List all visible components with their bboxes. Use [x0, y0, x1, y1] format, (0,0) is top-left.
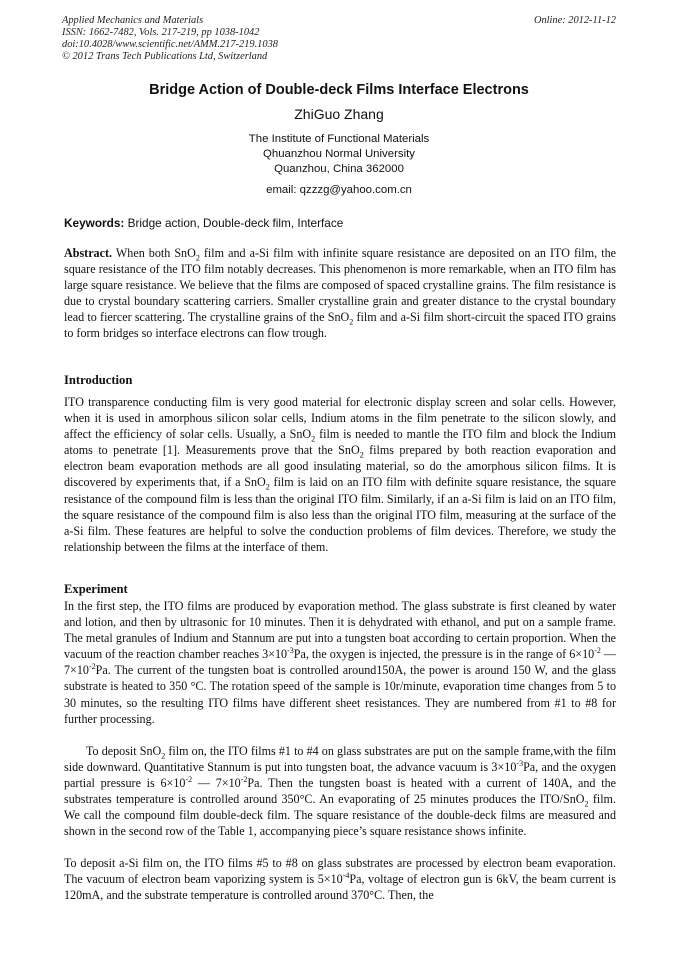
text-run: film and a-Si film with infinite square resistance are deposited on an ITO film, the square resistance of the ITO film notably decreases. This phenomenon is more remarkable, when an ITO film has large square resistance. We believe that the films are composed of spaced crystalline grains. The film resistance is due to crystal boundary scattering carriers. Smaller crystalline grain and greater distance to the crystal boundary lead to fiercer scattering. The crystalline grains of the SnO	[64, 246, 616, 325]
text-run: film and a-Si film short-circuit the spaced ITO grains to form bridges so interface electrons can flow trough.	[64, 310, 616, 341]
text-run: ITO transparence conducting film is very good material for electronic display screen and solar cells. However, when it is used in amorphous silicon solar cells, Indium atoms in the film penetrate to the silicon slowly, and affect the efficiency of solar cells. Usually, a SnO	[64, 395, 616, 442]
journal-name: Applied Mechanics and Materials	[62, 15, 204, 26]
affiliation-line: Qhuanzhou Normal University	[263, 148, 415, 160]
experiment-paragraph-2	[64, 743, 616, 840]
issn-line: ISSN: 1662-7482, Vols. 217-219, pp 1038-1042	[62, 27, 260, 38]
paper-title: Bridge Action of Double-deck Films Interface Electrons	[149, 82, 529, 98]
affiliation	[0, 132, 678, 177]
text-run: film. We call the compound film double-deck film. The square resistance of the double-deck films are measured and shown in the second row of the Table 1, accompanying piece’s square resistance shows infinite.	[64, 792, 616, 839]
author-name: ZhiGuo Zhang	[294, 106, 384, 122]
text-run: Pa. The current of the tungsten boat is controlled around150A, the power is around 150 W, and the glass substrate is heated to 350 °C. The rotation speed of the sample is 10r/minute, evaporation time changes from 5 to 30 minutes, so the resulting ITO films have different sheet resistances. They are numbered from #1 to #8 for further processing.	[64, 663, 616, 726]
text-run: Pa, and the oxygen partial pressure is 6×10	[64, 760, 617, 791]
text-run: — 7×10	[192, 776, 241, 791]
subscript: 2	[311, 434, 316, 444]
superscript: -2	[240, 775, 248, 785]
affiliation-line: Quanzhou, China 362000	[274, 163, 404, 175]
superscript: -4	[342, 871, 350, 881]
text-run: To deposit SnO	[86, 744, 162, 758]
text-run: To deposit a-Si film on, the ITO films #5 to #8 on glass substrates are processed by electron beam evaporation. The vacuum of electron beam vaporizing system is 5×10	[64, 856, 616, 887]
online-date: Online: 2012-11-12	[533, 15, 616, 26]
keywords	[64, 216, 616, 230]
subscript: 2	[195, 253, 200, 263]
doi-line: doi:10.4028/www.scientific.net/AMM.217-219.1038	[62, 39, 278, 50]
subscript: 2	[584, 799, 589, 809]
text-run: — 7×10	[64, 647, 617, 678]
superscript: -3	[287, 646, 294, 656]
text-run: film is laid on an ITO film with definite square resistance, the square resistance of the compound film is less than the original ITO film. Similarly, if an a-Si film is laid on an ITO film, the square resistance of the compound film is also less than the original ITO film, measuring at the surface of the a-Si film. These features are helpful to solve the conduction problems of film devices. Therefore, we study the relationship between the films at the interface of them.	[64, 475, 616, 554]
text-run: film is needed to mantle the ITO film and block the Indium atoms to penetrate [1]. Measurements prove that the SnO	[64, 427, 616, 458]
text-run: When both SnO	[112, 246, 196, 260]
subscript: 2	[359, 450, 364, 460]
abstract-label: Abstract.	[64, 246, 113, 260]
superscript: -2	[594, 646, 601, 656]
subscript: 2	[349, 317, 354, 327]
section-heading-introduction: Introduction	[64, 373, 133, 387]
subscript: 2	[161, 751, 166, 761]
text-run: Pa, the oxygen is injected, the pressure is in the range of 6×10	[293, 647, 595, 662]
introduction-paragraph	[64, 394, 616, 555]
text-run: In the first step, the ITO films are produced by evaporation method. The glass substrate is first cleaned by water and lotion, and then by ultrasonic for 10 minutes. Then it is dehydrated with ethanol, and put on a sample frame. The metal granules of Indium and Stannum are put into a tungsten boat according to certain proportion. When the vacuum of the reaction chamber reaches 3×10	[64, 599, 616, 662]
keywords-list: Bridge action, Double-deck film, Interface	[127, 216, 344, 230]
author-email: email: qzzzg@yahoo.com.cn	[266, 184, 412, 196]
text-run: film on, the ITO films #1 to #4 on glass substrates are put on the sample frame,with the film side downward. Quantitative Stannum is put into tungsten boat, the advance vacuum is 3×10	[64, 744, 616, 775]
experiment-paragraph-1	[64, 598, 616, 727]
text-run: films prepared by both reaction evaporation and electron beam evaporation methods are all good insulating material, so do the amorphous silicon films. It is discovered by experiments that, if a SnO	[64, 443, 616, 490]
experiment-paragraph-3	[64, 855, 616, 903]
copyright-line: © 2012 Trans Tech Publications Ltd, Switzerland	[62, 51, 268, 62]
keywords-label: Keywords:	[64, 216, 125, 230]
text-run: Pa. Then the tungsten boast is heated with a current of 140A, and the substrates temperature is controlled around 350°C. An evaporating of 25 minutes produces the ITO/SnO	[64, 776, 616, 807]
text-run: Pa, voltage of electron gun is 6kV, the beam current is 120mA, and the substrate temperature is controlled around 370°C. Then, the	[64, 872, 616, 903]
subscript: 2	[265, 482, 270, 492]
section-heading-experiment: Experiment	[64, 582, 128, 596]
abstract	[64, 245, 616, 342]
superscript: -2	[185, 775, 193, 785]
superscript: -2	[88, 662, 96, 672]
affiliation-line: The Institute of Functional Materials	[248, 133, 430, 145]
superscript: -3	[516, 759, 524, 769]
